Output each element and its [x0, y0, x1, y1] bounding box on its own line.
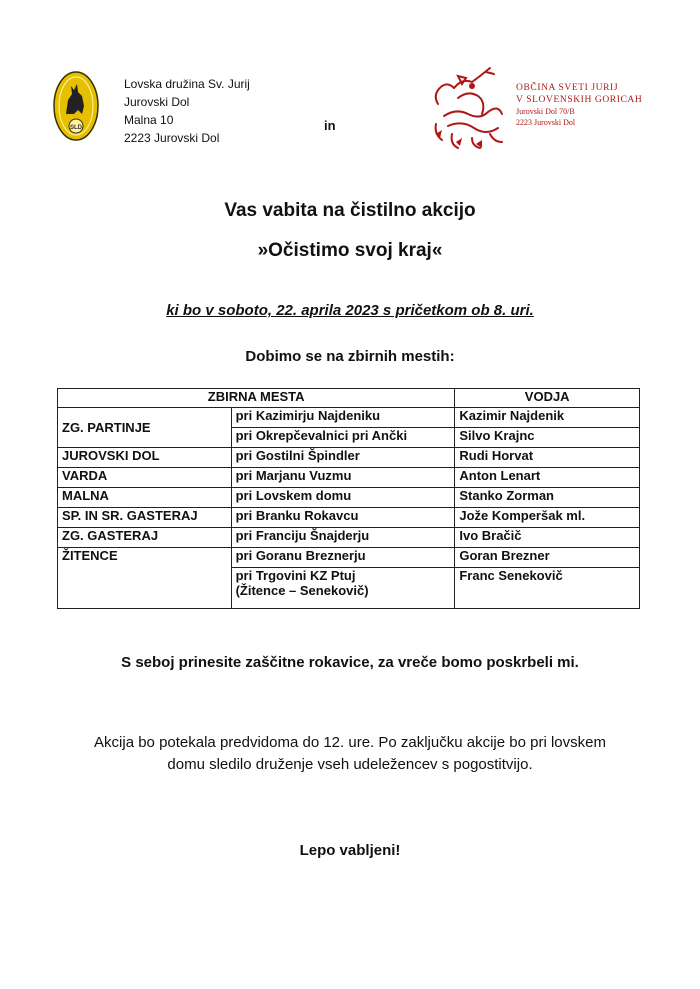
spot-line-2: (Žitence – Senekovič) — [235, 583, 369, 598]
details-paragraph — [40, 732, 660, 776]
details-line-1: Akcija bo potekala predvidoma do 12. ure. Po zaključku akcije bo pri lovskem — [94, 734, 606, 751]
right-org-line1: OBČINA SVETI JURIJ — [516, 83, 619, 93]
area-cell: VARDA — [58, 468, 232, 488]
leader-cell: Stanko Zorman — [455, 488, 640, 508]
area-cell: JUROVSKI DOL — [58, 448, 232, 468]
spot-line: pri Trgovini KZ Ptuj — [235, 568, 356, 583]
spot-cell: pri Okrepčevalnici pri Ančki — [231, 428, 455, 448]
details-line-2: domu sledilo druženje vseh udeležencev s pogostitvijo. — [167, 756, 533, 773]
leader-cell: Anton Lenart — [455, 468, 640, 488]
spot-cell: pri Kazimirju Najdeniku — [231, 408, 455, 428]
event-datetime: ki bo v soboto, 22. aprila 2023 s pričetkom ob 8. uri. — [166, 302, 534, 319]
right-org-address — [516, 82, 642, 128]
header-connector: in — [324, 118, 336, 133]
spot-cell: pri Gostilni Špindler — [231, 448, 455, 468]
table-row — [58, 508, 640, 528]
header-leader: VODJA — [455, 389, 640, 408]
left-org-street: Malna 10 — [124, 113, 174, 127]
leader-cell: Silvo Krajnc — [455, 428, 640, 448]
right-org-street: Jurovski Dol 70/B — [516, 107, 575, 116]
table-row — [58, 528, 640, 548]
closing-line: Lepo vabljeni! — [299, 842, 401, 859]
gloves-note: S seboj prinesite zaščitne rokavice, za vreče bomo poskrbeli mi. — [121, 654, 579, 671]
area-cell: ZG. GASTERAJ — [58, 528, 232, 548]
hunting-society-logo-icon — [52, 70, 100, 142]
spot-cell: pri Franciju Šnajderju — [231, 528, 455, 548]
leader-cell: Franc Senekovič — [455, 568, 640, 609]
leader-cell: Rudi Horvat — [455, 448, 640, 468]
header-places: ZBIRNA MESTA — [58, 389, 455, 408]
left-org-name: Lovska družina Sv. Jurij — [124, 77, 250, 91]
meeting-points-table — [57, 388, 640, 609]
spot-cell: pri Goranu Breznerju — [231, 548, 455, 568]
page-subtitle: »Očistimo svoj kraj« — [257, 240, 443, 261]
left-org-place: Jurovski Dol — [124, 95, 190, 109]
area-cell: MALNA — [58, 488, 232, 508]
meeting-intro: Dobimo se na zbirnih mestih: — [245, 348, 455, 365]
spot-cell: pri Lovskem domu — [231, 488, 455, 508]
table-row — [58, 468, 640, 488]
spot-cell: pri Marjanu Vuzmu — [231, 468, 455, 488]
left-org-postal: 2223 Jurovski Dol — [124, 131, 220, 145]
table-row — [58, 488, 640, 508]
table-row — [58, 408, 640, 428]
left-org-address — [124, 75, 250, 147]
table-header-row — [58, 389, 640, 408]
right-org-line2: V SLOVENSKIH GORICAH — [516, 95, 643, 105]
spot-cell: pri Branku Rokavcu — [231, 508, 455, 528]
leader-cell: Ivo Bračič — [455, 528, 640, 548]
leader-cell: Kazimir Najdenik — [455, 408, 640, 428]
leader-cell: Goran Brezner — [455, 548, 640, 568]
page-title: Vas vabita na čistilno akcijo — [224, 200, 476, 221]
svg-text:SLD: SLD — [70, 125, 82, 131]
st-george-dragon-icon — [428, 64, 510, 150]
leader-cell: Jože Komperšak ml. — [455, 508, 640, 528]
area-cell: SP. IN SR. GASTERAJ — [58, 508, 232, 528]
spot-cell — [231, 568, 455, 609]
table-row — [58, 548, 640, 568]
right-org-postal: 2223 Jurovski Dol — [516, 118, 576, 127]
table-row — [58, 448, 640, 468]
area-cell: ZG. PARTINJE — [58, 408, 232, 448]
area-cell: ŽITENCE — [58, 548, 232, 609]
